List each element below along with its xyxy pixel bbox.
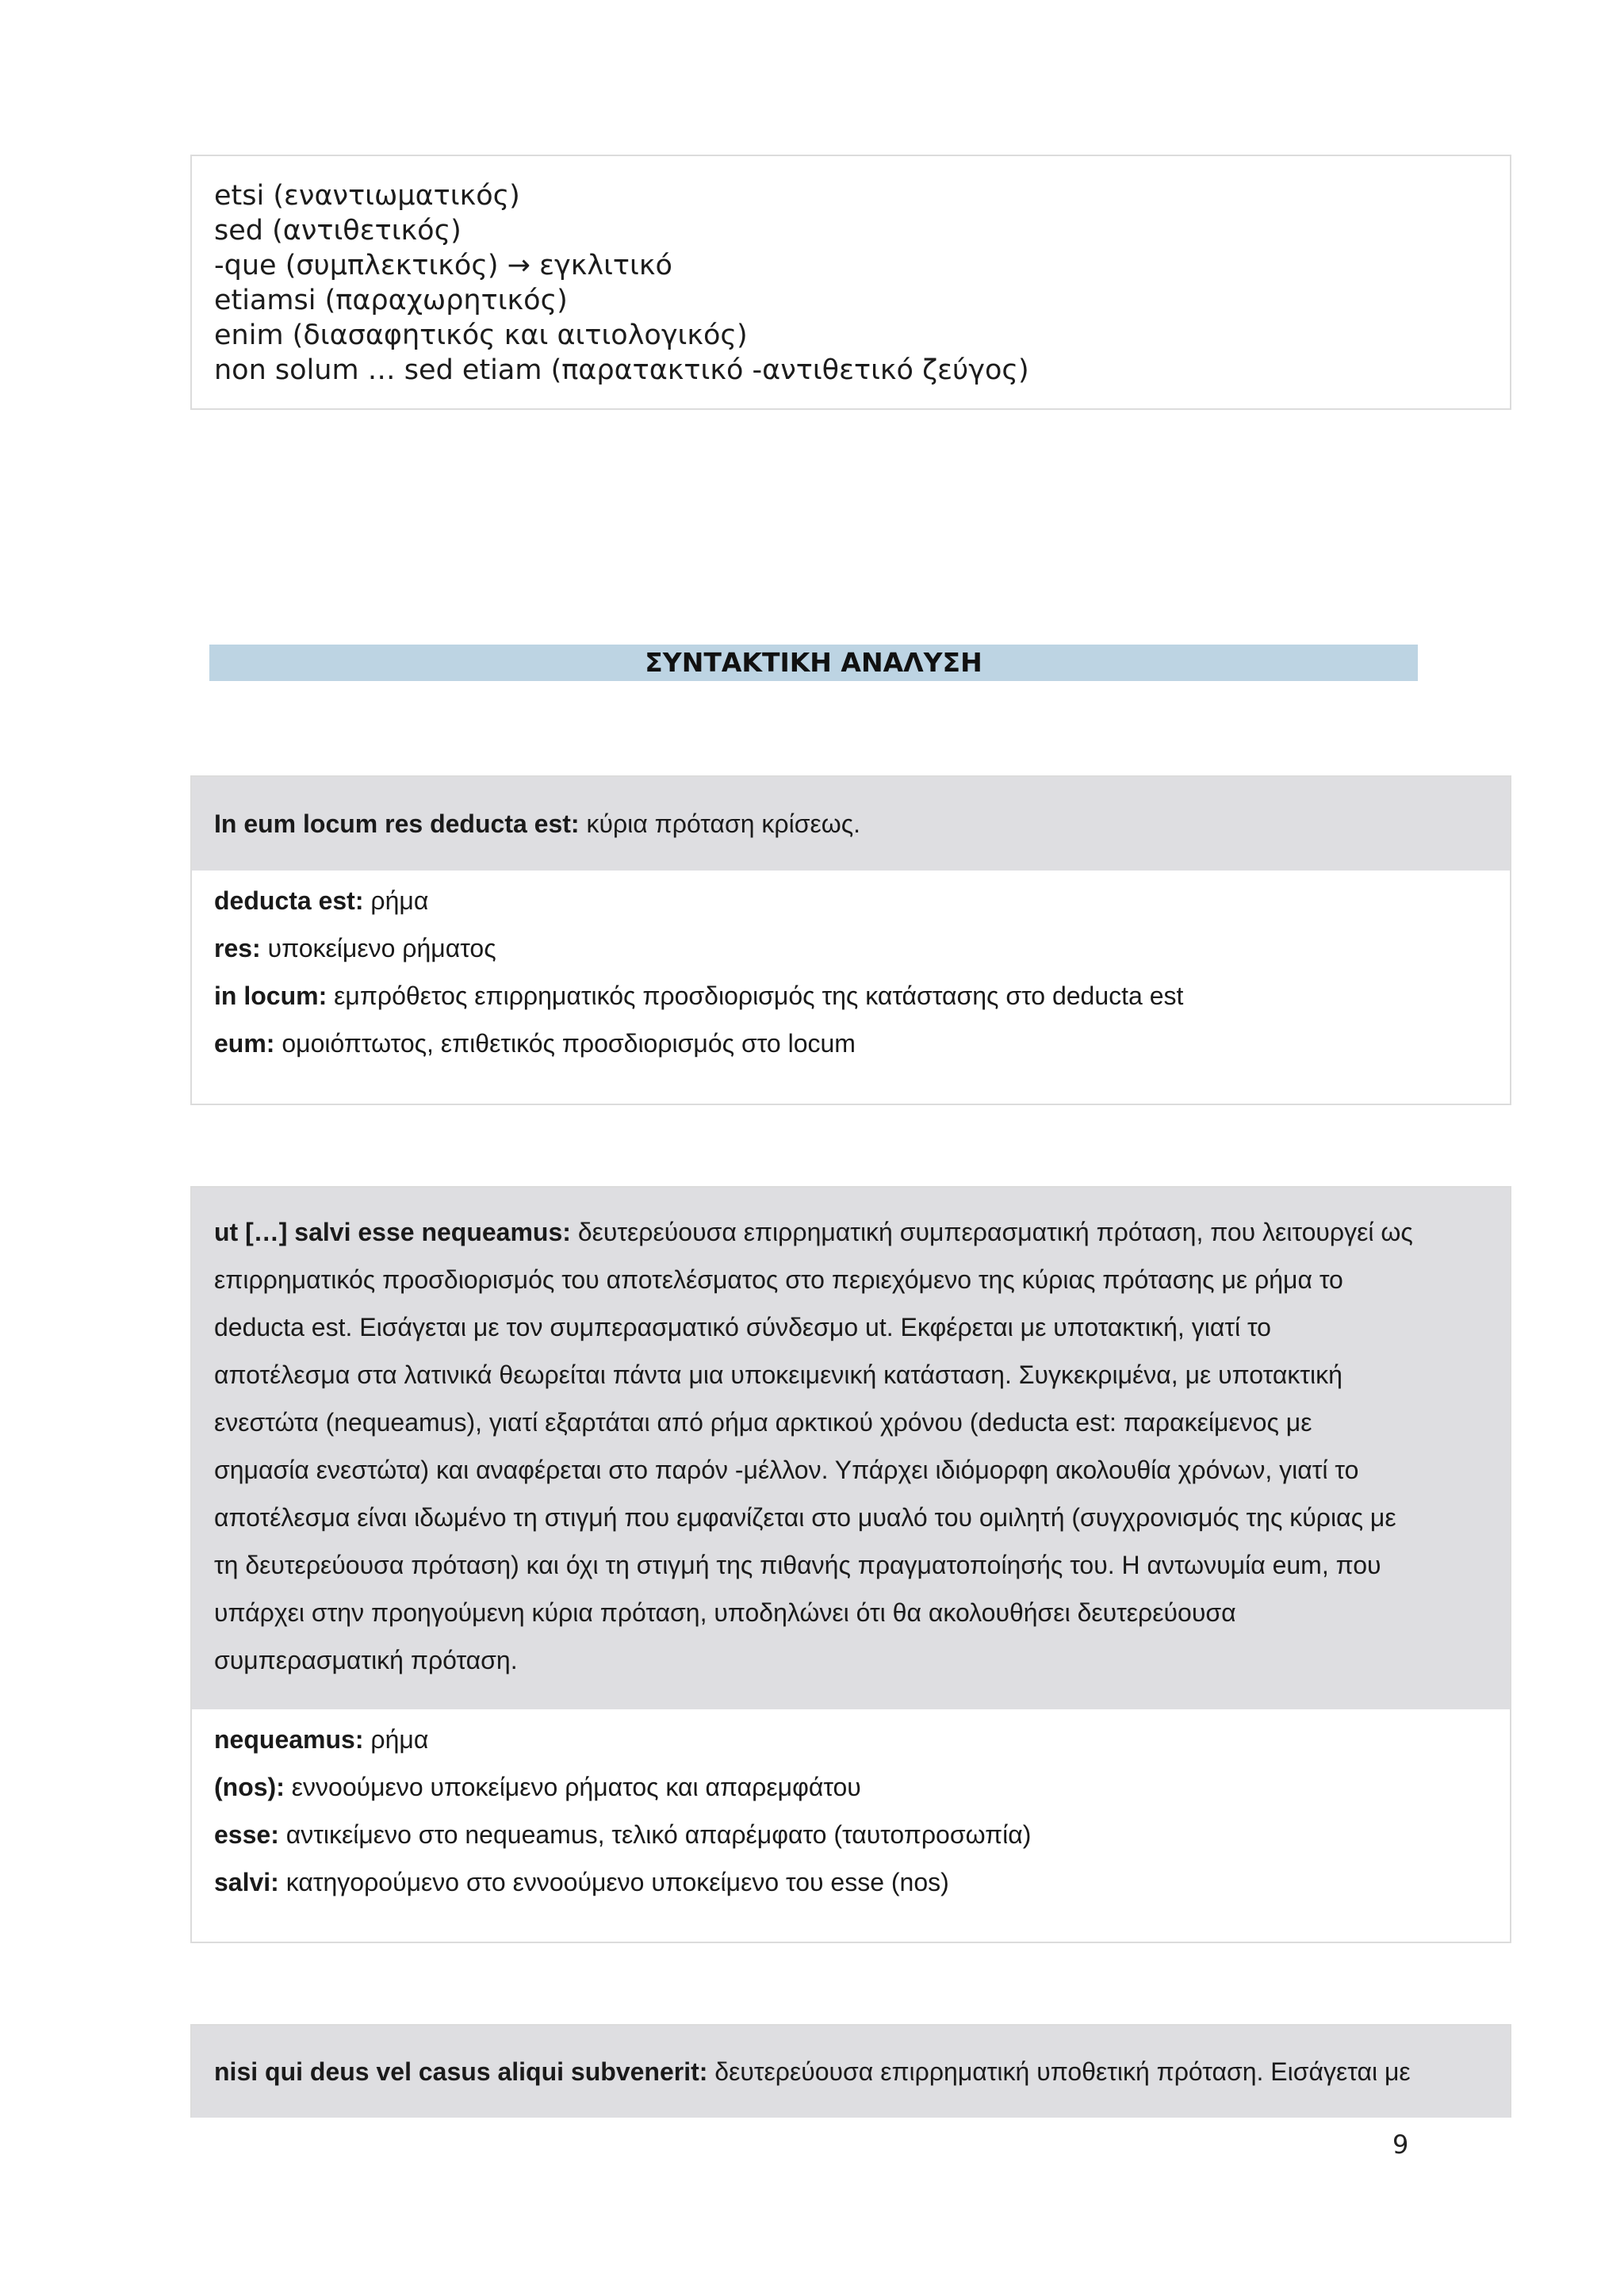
block-details (192, 1709, 1510, 1925)
detail-term: deducta est: (214, 886, 364, 915)
section-title: ΣΥΝΤΑΚΤΙΚΗ ΑΝΑΛΥΣΗ (209, 645, 1418, 681)
heading-line: σημασία ενεστώτα) και αναφέρεται στο παρόν -μέλλον. Υπάρχει ιδιόμορφη ακολουθία χρόνων, γιατί το (214, 1456, 1359, 1484)
heading-line (214, 1208, 1488, 1256)
detail-text: ομοιόπτωτος, επιθετικός προσδιορισμός στο locum (274, 1029, 856, 1058)
detail-term: (nos): (214, 1773, 285, 1801)
heading-line: ενεστώτα (nequeamus), γιατί εξαρτάται από ρήμα αρκτικού χρόνου (deducta est: παρακείμενος με (214, 1408, 1312, 1437)
heading-paragraph (214, 1208, 1488, 1684)
detail-row (214, 972, 1488, 1020)
block-details (192, 871, 1510, 1086)
heading-line: αποτέλεσμα είναι ιδωμένο τη στιγμή που εμφανίζεται στο μυαλό του ομιλητή (συγχρονισμός της κύριας με (214, 1503, 1396, 1532)
heading-line: τη δευτερεύουσα πρόταση) και όχι τη στιγμή της πιθανής πραγματοποίησής του. Η αντωνυμία eum, που (214, 1551, 1381, 1579)
heading-term: ut […] salvi esse nequeamus: (214, 1218, 571, 1246)
detail-row (214, 1716, 1488, 1763)
conjunction-line: etiamsi (παραχωρητικός) (214, 285, 568, 316)
conjunctions-box (190, 155, 1511, 410)
heading-term: In eum locum res deducta est: (214, 809, 580, 838)
detail-row (214, 1763, 1488, 1811)
heading-line: υπάρχει στην προηγούμενη κύρια πρόταση, υποδηλώνει ότι θα ακολουθήσει δευτερεύουσα (214, 1598, 1236, 1627)
detail-text: ρήμα (363, 886, 429, 915)
conjunction-line: sed (αντιθετικός) (214, 215, 462, 247)
detail-row (214, 924, 1488, 972)
detail-text: εννοούμενο υποκείμενο ρήματος και απαρεμφάτου (284, 1773, 861, 1801)
detail-row (214, 1020, 1488, 1067)
conjunction-line: enim (διασαφητικός και αιτιολογικός) (214, 320, 748, 351)
detail-text: υποκείμενο ρήματος (260, 934, 496, 962)
heading-line: συμπερασματική πρόταση. (214, 1646, 518, 1674)
detail-term: res: (214, 934, 261, 962)
heading-term: nisi qui deus vel casus aliqui subvenerit: (214, 2057, 708, 2086)
detail-term: esse: (214, 1820, 279, 1849)
detail-text: ρήμα (363, 1725, 429, 1754)
detail-term: in locum: (214, 982, 327, 1010)
detail-text: κατηγορούμενο στο εννοούμενο υποκείμενο του esse (nos) (278, 1868, 949, 1896)
conjunction-line: -que (συμπλεκτικός) → εγκλιτικό (214, 250, 672, 281)
heading-text: δευτερεύουσα επιρρηματική υποθετική πρόταση. Εισάγεται με (707, 2057, 1411, 2086)
conjunction-line: etsi (εναντιωματικός) (214, 180, 520, 212)
heading-line: επιρρηματικός προσδιορισμός του αποτελέσματος στο περιεχόμενο της κύριας πρότασης με ρήμα το (214, 1265, 1343, 1294)
block-heading (192, 1188, 1510, 1709)
analysis-block-1 (190, 775, 1511, 1105)
analysis-block-2 (190, 1186, 1511, 1943)
page-number: 9 (1392, 2130, 1409, 2160)
detail-row (214, 877, 1488, 924)
detail-row (214, 1811, 1488, 1858)
heading-text: κύρια πρόταση κρίσεως. (579, 809, 861, 838)
detail-term: salvi: (214, 1868, 279, 1896)
block-heading (192, 777, 1510, 871)
heading-text: δευτερεύουσα επιρρηματική συμπερασματική πρόταση, που λειτουργεί ως (570, 1218, 1413, 1246)
conjunction-line: non solum … sed etiam (παρατακτικό -αντιθετικό ζεύγος) (214, 354, 1029, 386)
heading-line: deducta est. Εισάγεται με τον συμπερασματικό σύνδεσμο ut. Εκφέρεται με υποτακτική, γιατί το (214, 1313, 1271, 1341)
analysis-block-3 (190, 2024, 1511, 2118)
detail-term: nequeamus: (214, 1725, 364, 1754)
detail-row (214, 1858, 1488, 1906)
detail-text: εμπρόθετος επιρρηματικός προσδιορισμός της κατάστασης στο deducta est (327, 982, 1184, 1010)
detail-text: αντικείμενο στο nequeamus, τελικό απαρέμφατο (ταυτοπροσωπία) (278, 1820, 1032, 1849)
heading-line: αποτέλεσμα στα λατινικά θεωρείται πάντα μια υποκειμενική κατάσταση. Συγκεκριμένα, με υποτακτική (214, 1360, 1342, 1389)
detail-term: eum: (214, 1029, 275, 1058)
block-heading (192, 2026, 1510, 2118)
